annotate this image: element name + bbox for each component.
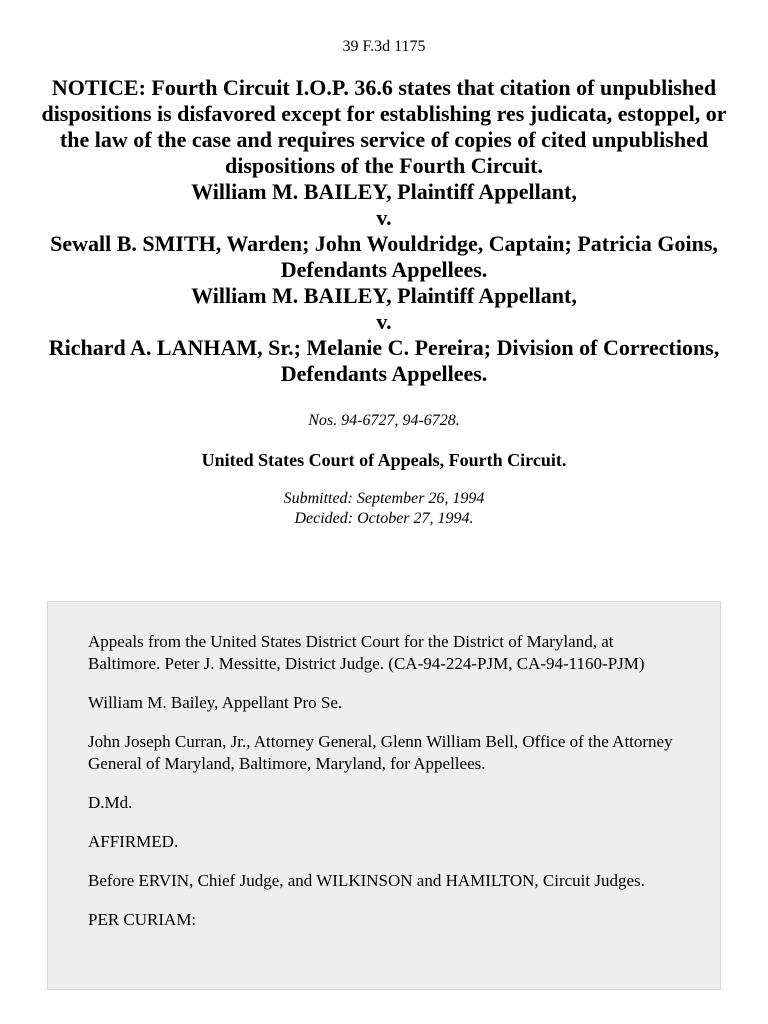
notice-text: NOTICE: Fourth Circuit I.O.P. 36.6 states that citation of unpublished dispositions is disfavored except for establishing res judicata, estoppel, or the law of the case and requires service of copies of cited unpublished dispositions of the Fourth Circuit. — [41, 75, 727, 178]
disposition: AFFIRMED. — [88, 832, 179, 851]
party-appellant-1: William M. BAILEY, Plaintiff Appellant, — [191, 179, 577, 204]
docket-numbers: Nos. 94-6727, 94-6728. — [308, 412, 460, 429]
party-appellees-1: Sewall B. SMITH, Warden; John Wouldridge, Captain; Patricia Goins, Defendants Appellees. — [50, 231, 718, 282]
party-appellees-2: Richard A. LANHAM, Sr.; Melanie C. Pereira; Division of Corrections, Defendants Appellees. — [48, 335, 720, 386]
citation: 39 F.3d 1175 — [342, 38, 426, 55]
court-name: United States Court of Appeals, Fourth Circuit. — [201, 450, 567, 470]
appellant-counsel: William M. Bailey, Appellant Pro Se. — [88, 693, 343, 712]
submitted-date: Submitted: September 26, 1994 — [283, 490, 485, 507]
panel-judges: Before ERVIN, Chief Judge, and WILKINSON and HAMILTON, Circuit Judges. — [88, 871, 645, 890]
versus-1: v. — [376, 205, 392, 230]
party-appellant-2: William M. BAILEY, Plaintiff Appellant, — [191, 283, 577, 308]
district-label: D.Md. — [88, 793, 133, 812]
versus-2: v. — [376, 309, 392, 334]
case-heading — [39, 75, 729, 387]
decided-date: Decided: October 27, 1994. — [294, 510, 474, 527]
appellee-counsel: John Joseph Curran, Jr., Attorney General, Glenn William Bell, Office of the Attorney General of Maryland, Baltimore, Maryland, for Appellees. — [88, 732, 673, 773]
opinion-body — [47, 601, 721, 990]
per-curiam: PER CURIAM: — [88, 910, 197, 929]
case-dates — [0, 489, 768, 529]
appeals-paragraph: Appeals from the United States District Court for the District of Maryland, at Baltimore. Peter J. Messitte, District Judge. (CA-94-224-PJM, CA-94-1160-PJM) — [88, 632, 645, 673]
